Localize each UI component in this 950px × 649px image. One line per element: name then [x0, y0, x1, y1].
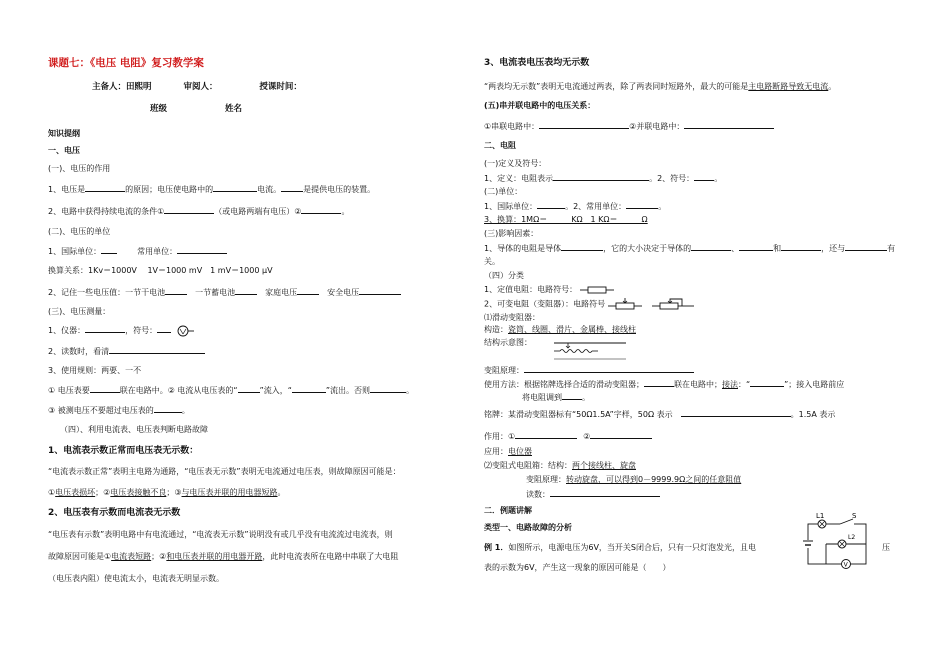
text-fragment: 。2、符号： [649, 174, 695, 183]
fill-in-blank [238, 384, 260, 393]
text-fragment: ，符号： [125, 326, 158, 335]
res-line-11 [484, 378, 844, 390]
sub-fault-judge: （四）、利用电流表、电压表判断电路故障 [60, 425, 208, 434]
fill-in-blank [157, 324, 171, 333]
text-fragment: ，还与 [821, 244, 846, 253]
fill-in-blank [85, 324, 125, 333]
class-label: 班级 [150, 104, 168, 114]
text-fragment: 和电压表并联的用电器开路 [166, 552, 263, 561]
text-fragment: 1、电压是 [48, 185, 86, 194]
series-parallel-line [484, 120, 774, 132]
fill-in-blank [539, 120, 629, 129]
variable-resistor-symbol-icon [608, 298, 642, 310]
line-1 [48, 183, 375, 195]
line-2 [48, 205, 349, 217]
res-line-17 [526, 488, 660, 500]
text-fragment: 家庭电压 [265, 288, 298, 297]
fill-in-blank [292, 384, 326, 393]
text-fragment: 。 [658, 202, 667, 211]
fill-in-blank [781, 242, 821, 251]
fill-in-blank [524, 364, 694, 373]
outline-heading: 知识提纲 [48, 129, 80, 138]
voltmeter-symbol-icon [174, 325, 194, 337]
line-7 [48, 345, 205, 357]
page-title: 课题七：《电压 电阻》复习教学案 [48, 57, 204, 69]
text-fragment: 有 [887, 244, 896, 253]
rheostat-symbol-icon [652, 298, 694, 310]
text-fragment: 接法 [722, 380, 738, 389]
text-fragment: 。 [582, 393, 590, 402]
sub-voltage-measure: (三)、电压测量： [48, 307, 111, 316]
text-fragment: 。 [277, 488, 286, 497]
sub-classification: （四）分类 [484, 271, 524, 280]
text-fragment: 两个接线柱、旋盘 [572, 461, 636, 470]
line-3 [48, 245, 227, 257]
line-8: 3、使用规则：两要、一不 [48, 366, 142, 375]
fill-in-blank [750, 378, 784, 387]
text-fragment: 。 [714, 174, 723, 183]
sub-voltage-units: (二)、电压的单位 [48, 227, 111, 236]
text-fragment: ① [48, 488, 56, 497]
text-fragment: 铭牌：某滑动变阻器标有“50Ω1.5A”字样，50Ω 表示 [484, 410, 673, 419]
text-fragment: 。1.5A 表示 [790, 410, 836, 419]
circuit-diagram [802, 510, 874, 572]
fill-in-blank [164, 205, 214, 214]
preparer: 主备人：田熙明 [92, 82, 152, 92]
fault-2-heading: 2、电压表有示数而电流表无示数 [48, 508, 181, 518]
label-S: S [852, 512, 857, 520]
text-fragment: ；③ [166, 488, 182, 497]
fill-in-blank [370, 384, 406, 393]
text-fragment: ，它的大小决定于导体的 [603, 244, 692, 253]
slide-rheostat-diagram-icon [550, 337, 640, 363]
text-fragment: ②并联电路中： [629, 122, 685, 131]
res-line-6 [484, 298, 694, 310]
fault-3-text [484, 81, 836, 92]
fill-in-blank [644, 378, 674, 387]
text-fragment: 1、导体的电阻是导体 [484, 244, 562, 253]
text-fragment: 使用方法：根据铭牌选择合适的滑动变阻器； [484, 380, 644, 389]
fault-1-reasons [48, 487, 286, 498]
fill-in-blank [301, 205, 341, 214]
author-line [92, 82, 302, 93]
text-fragment: 作用：① [484, 432, 516, 441]
name-label: 姓名 [224, 104, 242, 114]
text-fragment: 变阻原理： [484, 366, 524, 375]
text-fragment: 如图所示，电源电压为6V，当开关S闭合后，只有一只灯泡发光，且电 [508, 543, 756, 552]
res-line-10 [484, 364, 694, 376]
res-line-4b: 关。 [484, 257, 500, 266]
section-voltage: 一、电压 [48, 146, 80, 155]
text-fragment: 与电压表并联的用电器短路 [181, 488, 278, 497]
fill-in-blank [681, 408, 791, 417]
fill-in-blank [281, 183, 303, 192]
reviewer: 审阅人： [183, 82, 218, 92]
fixed-resistor-symbol-icon [580, 285, 614, 295]
text-fragment: 联在电路中。② 电流从电压表的“ [119, 386, 238, 395]
text-fragment: 变阻原理： [526, 475, 566, 484]
text-fragment: 电流。 [257, 185, 282, 194]
example-1-line-1 [484, 542, 756, 553]
text-fragment: 。2、常用单位： [565, 202, 627, 211]
text-fragment: ”；接入电路前应 [784, 380, 845, 389]
fill-in-blank [177, 245, 227, 254]
fill-in-blank [739, 242, 773, 251]
text-fragment: 2、电路中获得持续电流的条件① [48, 207, 165, 216]
text-fragment: 1、定值电阻：电路符号： [484, 285, 578, 294]
text-fragment: 。 [341, 207, 350, 216]
teach-time: 授课时间： [259, 82, 302, 92]
res-line-16 [526, 474, 741, 485]
res-line-7: ⑴滑动变阻器： [484, 313, 540, 322]
text-fragment: 安全电压 [327, 288, 360, 297]
text-fragment: 应用： [484, 447, 508, 456]
fill-in-blank [90, 384, 120, 393]
text-fragment: ①串联电路中： [484, 122, 540, 131]
text-fragment: 将电阻调到 [522, 393, 562, 402]
class-name-line [150, 104, 242, 115]
text-fragment: ② [583, 432, 591, 441]
text-fragment: 3、换算：1MΩ＝ KΩ 1 KΩ＝ Ω [484, 215, 648, 224]
sub-definition: (一)定义及符号： [484, 159, 547, 168]
text-fragment: 1、仪器： [48, 326, 86, 335]
fill-in-blank [626, 200, 658, 209]
fill-in-blank [85, 183, 125, 192]
text-fragment: ③ 被测电压不要超过电压表的 [48, 406, 154, 415]
text-fragment: ；② [151, 552, 167, 561]
sub-voltage-role: (一)、电压的作用 [48, 164, 111, 173]
fill-in-blank [109, 345, 205, 354]
fill-in-blank [562, 391, 582, 400]
example-1-char: 压 [882, 543, 890, 552]
res-line-3 [484, 214, 648, 225]
fault-1-text: “电流表示数正常”表明主电路为通路，“电压表无示数”表明无电流通过电压表，则故障原因可能是： [48, 467, 401, 476]
text-fragment: 故障原因可能是① [48, 552, 112, 561]
text-fragment: 主电路断路导致无电流 [748, 82, 829, 91]
text-fragment: 电压表接触不良 [110, 488, 167, 497]
text-fragment: 1、国际单位： [484, 202, 538, 211]
example-1-line-2: 表的示数为6V，产生这一现象的原因可能是（ ） [484, 563, 671, 572]
text-fragment: 读数： [526, 490, 550, 499]
fill-in-blank [297, 286, 319, 295]
sub-units: (二)单位： [484, 187, 523, 196]
text-fragment: 构造： [484, 325, 508, 334]
text-fragment: 。 [406, 386, 415, 395]
label-L2: L2 [848, 534, 856, 541]
fill-in-blank [165, 286, 187, 295]
fill-in-blank [590, 430, 652, 439]
text-fragment: 电位器 [508, 447, 532, 456]
res-line-13 [484, 430, 652, 442]
res-line-14 [484, 446, 532, 457]
res-line-11b [522, 391, 590, 403]
text-fragment: 2、可变电阻（变阻器）：电路符号 [484, 299, 606, 309]
text-fragment: 电流表短路 [111, 552, 152, 561]
res-line-15 [484, 460, 636, 471]
text-fragment: 。 [828, 82, 837, 91]
text-fragment: ⑵变阻式电阻箱：结构： [484, 461, 572, 470]
text-fragment: （或电路两端有电压）② [214, 207, 302, 216]
fill-in-blank [550, 488, 660, 497]
text-fragment: ；② [95, 488, 111, 497]
text-fragment: 1、定义：电阻表示 [484, 174, 554, 183]
fill-in-blank [684, 120, 774, 129]
line-6 [48, 324, 194, 337]
fill-in-blank [691, 242, 731, 251]
line-10 [48, 404, 190, 416]
fault-3-heading: 3、电流表电压表均无示数 [484, 58, 590, 68]
sub-factors: (三)影响因素： [484, 229, 539, 238]
text-fragment: 和 [773, 244, 782, 253]
line-4: 换算关系：1Kv＝1000V 1V＝1000 mV 1 mV＝1000 μV [48, 266, 273, 275]
res-line-5 [484, 284, 614, 295]
text-fragment: ：“ [738, 380, 751, 389]
text-fragment: 。 [181, 406, 190, 415]
fill-in-blank [694, 172, 714, 181]
line-9 [48, 384, 414, 396]
fault-2-text-1: “电压表有示数”表明电路中有电流通过，“电流表无示数”说明没有或几乎没有电流流过电流表，则 [48, 530, 393, 539]
text-fragment: 2、记住一些电压值：一节干电池 [48, 288, 166, 297]
fill-in-blank [154, 404, 182, 413]
fault-2-text-2 [48, 551, 398, 562]
text-fragment: ”流出。否则 [325, 386, 371, 395]
fill-in-blank [515, 430, 577, 439]
fill-in-blank [235, 286, 257, 295]
text-fragment: 是提供电压的装置。 [303, 185, 376, 194]
text-fragment: 常用单位： [137, 247, 178, 256]
text-fragment: 的原因；电压使电路中的 [125, 185, 214, 194]
res-line-1 [484, 172, 722, 184]
text-fragment: 例 1． [484, 543, 509, 552]
fill-in-blank [359, 286, 401, 295]
text-fragment: 2、读数时，看清 [48, 347, 110, 356]
fill-in-blank [845, 242, 887, 251]
fill-in-blank [537, 200, 565, 209]
text-fragment: 一节蓄电池 [195, 288, 236, 297]
fill-in-blank [561, 242, 603, 251]
res-line-8 [484, 324, 636, 335]
res-line-12 [484, 408, 835, 420]
sub-series-parallel: (五)串并联电路中的电压关系： [484, 101, 596, 110]
fault-1-heading: 1、电流表示数正常而电压表无示数： [48, 446, 199, 456]
text-fragment: 转动旋盘，可以得到0－9999.9Ω之间的任意阻值 [566, 475, 742, 484]
res-line-2 [484, 200, 666, 212]
text-fragment: 1、国际单位： [48, 247, 102, 256]
res-line-9: 结构示意图： [484, 338, 532, 347]
text-fragment: 电压表损坏 [55, 488, 96, 497]
res-line-4 [484, 242, 895, 254]
text-fragment: ① 电压表要 [48, 386, 90, 395]
text-fragment: “两表均无示数”表明无电流通过两表，除了两表同时短路外，最大的可能是 [484, 82, 749, 91]
text-fragment: 联在电路中； [674, 380, 722, 389]
text-fragment: ，此时电流表所在电路中串联了大电阻 [262, 552, 399, 561]
sub-fault-analysis: 类型一、电路故障的分析 [484, 523, 572, 532]
label-L1: L1 [816, 512, 825, 520]
section-resistance: 二、电阻 [484, 141, 516, 150]
text-fragment: 瓷筒、线圈、滑片、金属棒、接线柱 [508, 325, 636, 334]
text-fragment: 、 [731, 244, 740, 253]
line-5 [48, 286, 401, 298]
fill-in-blank [553, 172, 649, 181]
label-V: V [843, 561, 848, 569]
text-fragment: ”流入，“ [259, 386, 292, 395]
fill-in-blank [213, 183, 257, 192]
fill-in-blank [101, 245, 117, 254]
fault-2-text-3: （电压表内阻）使电流太小，电流表无明显示数。 [48, 574, 224, 583]
section-examples: 二．例题讲解 [484, 506, 532, 515]
